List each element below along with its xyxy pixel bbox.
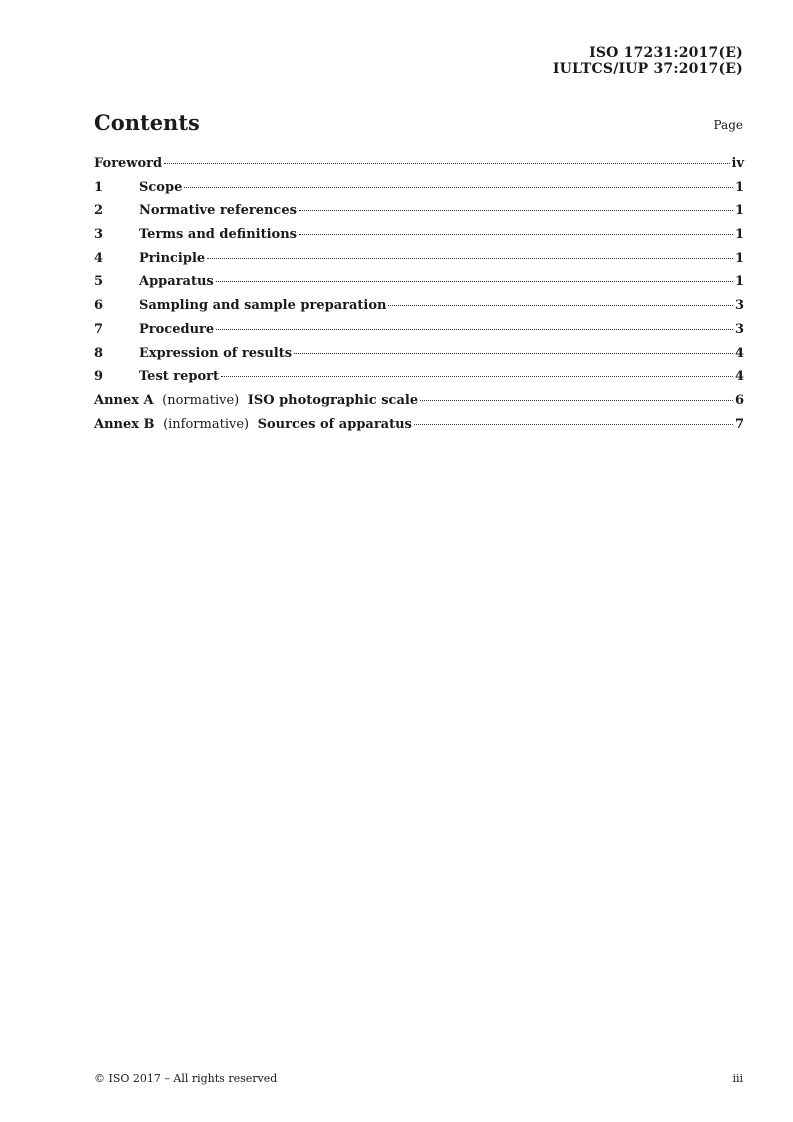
toc-entry-title: Principle [139,250,206,266]
toc-leader [299,210,733,211]
toc-leader [388,305,732,306]
toc-entry-number: 5 [94,274,104,290]
toc-entry-page: 1 [734,250,744,266]
toc-leader [216,281,733,282]
page-number: iii [732,1072,743,1085]
toc-entry-page: 3 [734,298,744,314]
toc-annex-title-group [94,415,412,435]
contents-title: Contents [94,110,200,135]
annex-title: Sources of apparatus [257,416,412,432]
toc-entry-page: 4 [734,369,744,385]
toc-leader [299,234,733,235]
toc-entry-page: 1 [734,179,744,195]
toc-entry-page: 1 [734,274,744,290]
toc-leader [164,163,729,164]
toc-annex-title-group [94,391,418,411]
toc-entry-apparatus[interactable] [94,272,744,296]
toc-entry-title: Test report [139,369,220,385]
toc-entry-page: iv [731,156,744,171]
iultcs-number: IULTCS/IUP 37:2017(E) [552,61,743,77]
toc-entry-test-report[interactable] [94,367,744,391]
toc-entry-scope[interactable] [94,178,744,202]
toc-entry-title: Procedure [139,321,215,337]
toc-entry-page: 1 [734,227,744,243]
toc-entry-number: 4 [94,250,104,266]
toc-leader [207,258,733,259]
toc-entry-title: Foreword [94,156,163,171]
annex-type: (normative) [162,392,240,408]
table-of-contents [94,154,744,438]
page-column-label: Page [713,118,743,132]
toc-entry-title: Normative references [139,203,297,219]
toc-entry-foreword[interactable] [94,154,744,178]
toc-entry-title: Apparatus [139,274,214,290]
toc-entry-expression-of-results[interactable] [94,344,744,368]
toc-leader [420,400,733,401]
annex-title: ISO photographic scale [247,392,419,408]
toc-entry-terms-and-definitions[interactable] [94,225,744,249]
annex-label: Annex A [94,392,154,408]
document-header [553,45,743,77]
toc-entry-title: Terms and definitions [139,227,297,243]
toc-entry-number: 8 [94,345,104,361]
toc-entry-number: 3 [94,227,104,243]
toc-entry-title: Expression of results [139,345,293,361]
toc-entry-page: 3 [734,321,744,337]
toc-leader [216,329,733,330]
copyright-notice: © ISO 2017 – All rights reserved [94,1072,278,1085]
toc-entry-page: 1 [734,203,744,219]
toc-entry-sampling[interactable] [94,296,744,320]
toc-entry-title: Sampling and sample preparation [139,298,387,314]
annex-label: Annex B [94,416,155,432]
toc-entry-title: Scope [139,179,183,195]
toc-entry-number: 6 [94,298,104,314]
toc-entry-page: 7 [734,416,744,432]
toc-entry-annex-a[interactable] [94,391,744,415]
toc-leader [184,187,733,188]
toc-entry-procedure[interactable] [94,320,744,344]
toc-entry-annex-b[interactable] [94,415,744,439]
toc-entry-principle[interactable] [94,249,744,273]
toc-entry-number: 9 [94,369,104,385]
toc-leader [294,353,733,354]
toc-leader [414,424,733,425]
toc-entry-normative-references[interactable] [94,201,744,225]
toc-entry-number: 7 [94,321,104,337]
toc-entry-number: 1 [94,179,104,195]
annex-type: (informative) [163,416,250,432]
toc-entry-page: 6 [734,392,744,408]
standard-number: ISO 17231:2017(E) [589,45,743,61]
toc-entry-number: 2 [94,203,104,219]
toc-entry-page: 4 [734,345,744,361]
toc-leader [221,376,733,377]
